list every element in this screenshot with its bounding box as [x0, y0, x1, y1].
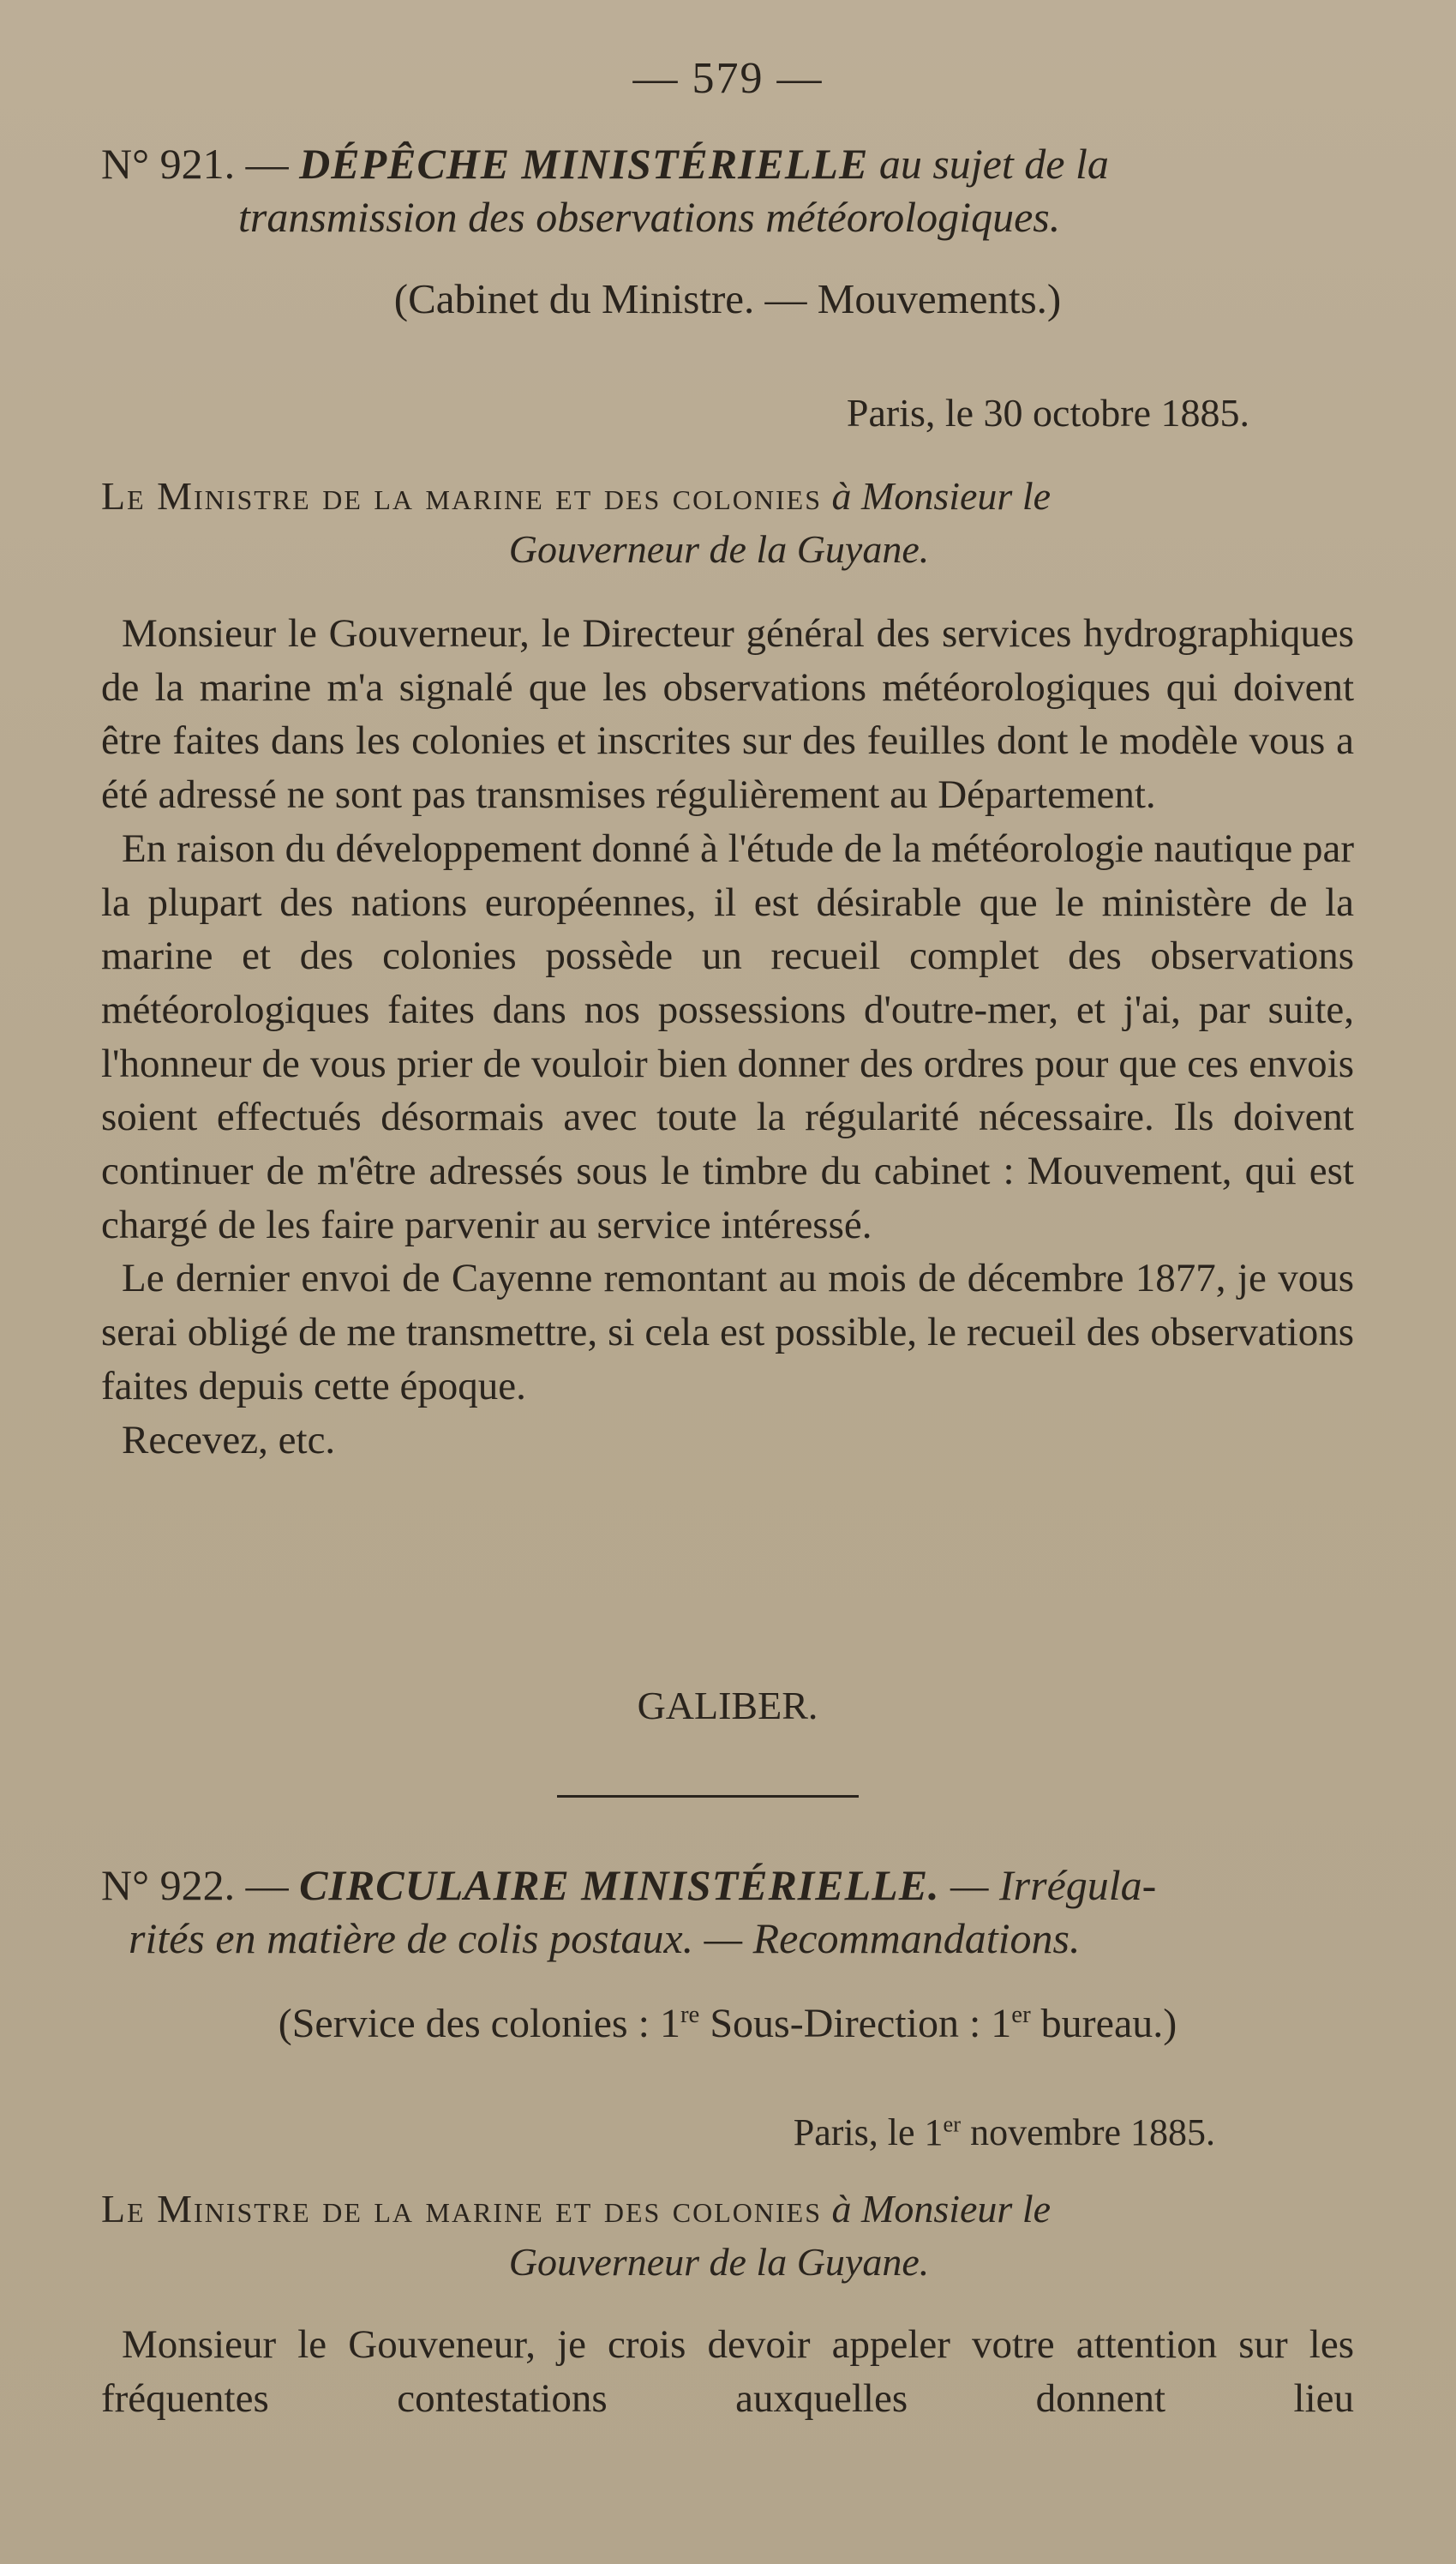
doc921-title-rest: au sujet de la [868, 140, 1109, 188]
doc921-paragraph-2: En raison du développement donné à l'étude de la météorologie nautique par la plupart des nations européennes, il est désirable que le ministère de la marine et des colonies possède un recueil complet des observations météorologiques faites dans nos possessions d'outre-mer, et j'ai, par suite, l'honneur de vous prier de vouloir bien donner des ordres pour que ces envois soient effectués désormais avec toute la régularité nécessaire. Ils doivent continuer de m'être adressés sous le timbre du cabinet : Mouvement, qui est chargé de les faire parvenir au service intéressé. [101, 826, 1354, 1247]
doc921-signature: GALIBER. [637, 1684, 818, 1727]
doc922-address-recipient: à Monsieur le [822, 2187, 1052, 2231]
doc921-address [101, 470, 1354, 576]
doc922-address-sender: Le Ministre de la marine et des colonies [101, 2187, 822, 2231]
doc921-title-line2: transmission des observations météorologiques. [238, 193, 1061, 241]
doc921-paragraph-3: Le dernier envoi de Cayenne remontant au mois de décembre 1877, je vous serai obligé de me transmettre, si cela est possible, le recueil des observations faites depuis cette époque. [101, 1256, 1354, 1408]
doc921-date: Paris, le 30 octobre 1885. [846, 391, 1249, 435]
doc921-address-sender: Le Ministre de la marine et des colonies [101, 474, 822, 518]
doc922-title-rest: — Irrégula- [939, 1861, 1157, 1909]
doc922-service: (Service des colonies : 1re Sous-Direction : 1er bureau.) [278, 2001, 1177, 2046]
doc921-number: N° 921. — [101, 140, 300, 188]
doc921-title-main: DÉPÊCHE MINISTÉRIELLE [299, 140, 869, 188]
doc922-date: Paris, le 1er novembre 1885. [793, 2111, 1215, 2153]
doc921-body [101, 607, 1354, 1467]
doc922-title-line2: rités en matière de colis postaux. — Recommandations. [129, 1914, 1081, 1962]
doc921-paragraph-4: Recevez, etc. [122, 1417, 336, 1462]
doc922-body [101, 2318, 1354, 2425]
doc921-service: (Cabinet du Ministre. — Mouvements.) [393, 275, 1062, 322]
doc922-title-main: CIRCULAIRE MINISTÉRIELLE. [299, 1861, 940, 1909]
doc922-title [101, 1858, 1354, 1965]
doc922-paragraph-1: Monsieur le Gouveneur, je crois devoir appeler votre attention sur les fréquentes contestations auxquelles donnent lieu [101, 2322, 1354, 2421]
doc921-address-line2: Gouverneur de la Guyane. [508, 527, 930, 571]
doc922-number: N° 922. — [101, 1861, 300, 1909]
doc921-title [101, 137, 1354, 243]
page-number: — 579 — [632, 54, 824, 103]
doc922-address [101, 2183, 1354, 2289]
doc922-address-line2: Gouverneur de la Guyane. [508, 2240, 930, 2284]
section-divider [557, 1795, 859, 1798]
doc921-paragraph-1: Monsieur le Gouverneur, le Directeur général des services hydrographiques de la marine m'a signalé que les observations météorologiques qui doivent être faites dans les colonies et inscrites sur des feuilles dont le modèle vous a été adressé ne sont pas transmises régulièrement au Département. [101, 611, 1354, 818]
doc921-address-recipient: à Monsieur le [822, 474, 1052, 518]
